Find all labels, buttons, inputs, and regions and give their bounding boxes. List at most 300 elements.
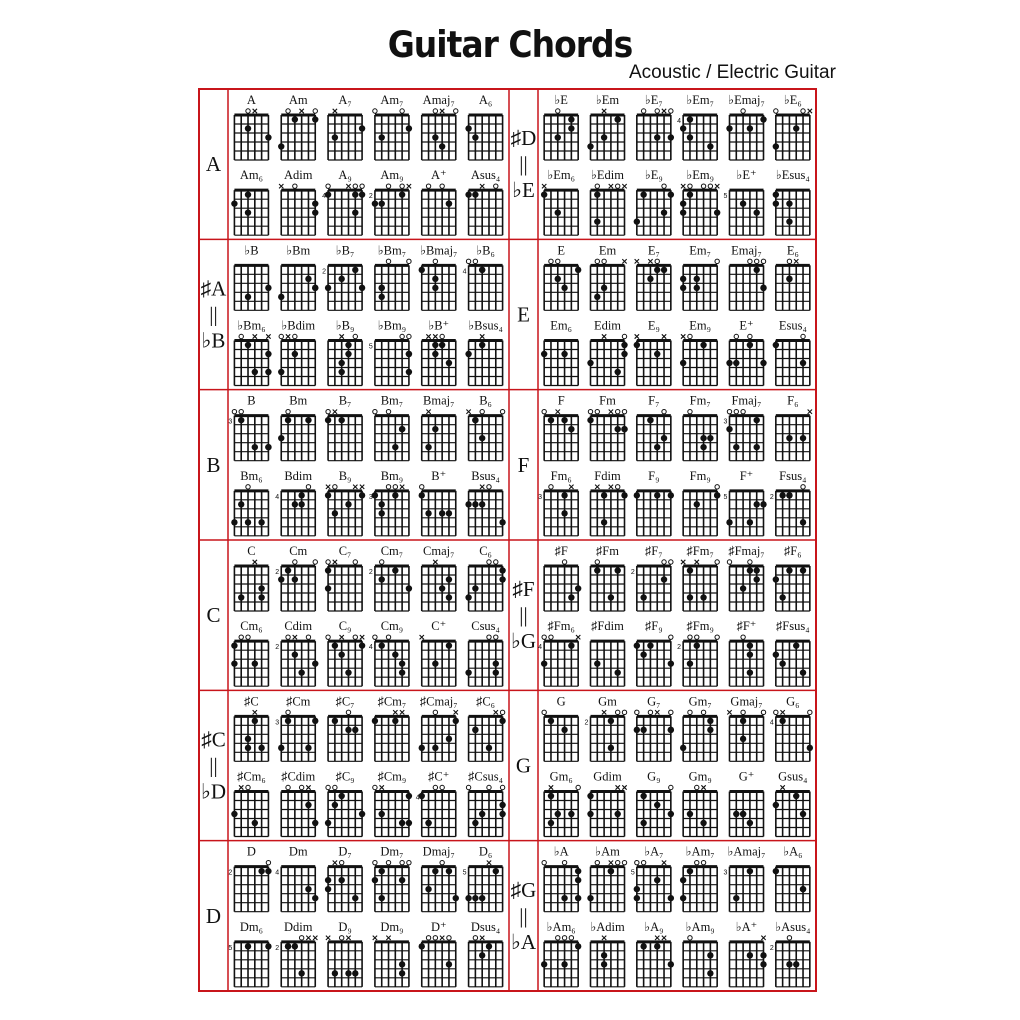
chord-name: ♭Em₇ [686, 93, 714, 107]
finger-dot [647, 642, 653, 648]
finger-dot [726, 519, 732, 525]
muted-string-marker [681, 334, 685, 338]
chord-name: Adim [284, 168, 313, 183]
fret-number: 2 [228, 869, 233, 877]
chord-name: F [557, 393, 565, 408]
muted-string-marker [326, 936, 330, 940]
finger-dot [292, 943, 298, 949]
finger-dot [800, 435, 806, 441]
finger-dot [654, 492, 660, 498]
chord-name: ♯Fm [596, 544, 619, 558]
finger-dot [793, 642, 799, 648]
finger-dot [499, 576, 505, 582]
muted-string-marker [386, 936, 390, 940]
finger-dot [640, 651, 646, 657]
finger-dot [265, 868, 271, 874]
open-string-marker [386, 259, 390, 263]
finger-dot [245, 736, 251, 742]
open-string-marker [400, 184, 404, 188]
finger-dot [608, 868, 614, 874]
open-string-marker [616, 485, 620, 489]
finger-dot [238, 501, 244, 507]
muted-string-marker [681, 560, 685, 564]
chord-name: ♯Fdim [591, 619, 624, 634]
section-label: ♭D [200, 779, 227, 804]
finger-dot [773, 802, 779, 808]
open-string-marker [473, 259, 477, 263]
open-string-marker [306, 635, 310, 639]
fret-number: 2 [275, 944, 280, 952]
finger-dot [760, 360, 766, 366]
fret-number: 3 [368, 493, 373, 501]
chord-name: ♯Fsus₄ [776, 619, 810, 634]
open-string-marker [562, 936, 566, 940]
finger-dot [594, 567, 600, 573]
finger-dot [258, 745, 264, 751]
finger-dot [640, 594, 646, 600]
open-string-marker [360, 184, 364, 188]
fret-number: 5 [368, 343, 373, 351]
muted-string-marker [306, 936, 310, 940]
open-string-marker [715, 259, 719, 263]
chord-name: ♭Em [595, 93, 620, 107]
finger-dot [555, 209, 561, 215]
finger-dot [285, 417, 291, 423]
finger-dot [760, 285, 766, 291]
open-string-marker [279, 334, 283, 338]
open-string-marker [549, 485, 553, 489]
open-string-marker [688, 334, 692, 338]
finger-dot [747, 669, 753, 675]
chord-name: ♯Csus₄ [468, 769, 504, 784]
finger-dot [754, 417, 760, 423]
finger-dot [587, 360, 593, 366]
finger-dot [472, 417, 478, 423]
muted-string-marker [293, 635, 297, 639]
open-string-marker [595, 259, 599, 263]
finger-dot [740, 585, 746, 591]
chord-name: ♭Esus₄ [775, 168, 810, 183]
section-label: A [205, 152, 222, 177]
muted-string-marker [602, 334, 606, 338]
fret-number: 3 [723, 869, 728, 877]
finger-dot [786, 961, 792, 967]
chord-name: D₇ [338, 844, 352, 859]
finger-dot [265, 134, 271, 140]
open-string-marker [588, 409, 592, 413]
muted-string-marker [346, 936, 350, 940]
muted-string-marker [339, 334, 343, 338]
chord-name: ♯F₉ [645, 619, 663, 634]
finger-dot [379, 501, 385, 507]
muted-string-marker [333, 860, 337, 864]
open-string-marker [420, 485, 424, 489]
open-string-marker [299, 936, 303, 940]
finger-dot [760, 952, 766, 958]
finger-dot [687, 660, 693, 666]
chord-name: ♯Cm₇ [377, 694, 407, 709]
open-string-marker [549, 635, 553, 639]
fret-number: 4 [677, 118, 682, 125]
finger-dot [640, 191, 646, 197]
open-string-marker [433, 109, 437, 113]
finger-dot [338, 276, 344, 282]
finger-dot [465, 594, 471, 600]
finger-dot [245, 125, 251, 131]
finger-dot [325, 886, 331, 892]
chord-name: Gm₉ [688, 769, 712, 784]
finger-dot [419, 267, 425, 273]
muted-string-marker [353, 485, 357, 489]
open-string-marker [447, 936, 451, 940]
finger-dot [245, 209, 251, 215]
open-string-marker [440, 334, 444, 338]
muted-string-marker [662, 860, 666, 864]
finger-dot [740, 811, 746, 817]
finger-dot [687, 811, 693, 817]
finger-dot [773, 576, 779, 582]
chord-name: Bm [289, 393, 308, 408]
muted-string-marker [266, 334, 270, 338]
finger-dot [486, 745, 492, 751]
open-string-marker [400, 860, 404, 864]
muted-string-marker [253, 334, 257, 338]
finger-dot [278, 294, 284, 300]
finger-dot [332, 642, 338, 648]
finger-dot [499, 802, 505, 808]
chord-name: ♯Cm [286, 694, 311, 709]
muted-string-marker [622, 184, 626, 188]
finger-dot [285, 567, 291, 573]
open-string-marker [741, 409, 745, 413]
open-string-marker [353, 334, 357, 338]
finger-dot [332, 510, 338, 516]
finger-dot [615, 116, 621, 122]
chord-name: ♯F [554, 544, 568, 558]
finger-dot [707, 727, 713, 733]
muted-string-marker [420, 635, 424, 639]
muted-string-marker [407, 184, 411, 188]
muted-string-marker [480, 936, 484, 940]
finger-dot [446, 360, 452, 366]
open-string-marker [339, 860, 343, 864]
finger-dot [601, 519, 607, 525]
muted-string-marker [426, 334, 430, 338]
finger-dot [793, 961, 799, 967]
section-label: D [205, 903, 222, 928]
muted-string-marker [780, 785, 784, 789]
chord-name: ♭E₇ [644, 93, 663, 107]
finger-dot [786, 200, 792, 206]
muted-string-marker [622, 259, 626, 263]
finger-dot [265, 351, 271, 357]
chord-name: ♭Bm₆ [237, 318, 266, 333]
chord-name: Am₆ [239, 168, 263, 183]
finger-dot [786, 435, 792, 441]
open-string-marker [440, 860, 444, 864]
muted-string-marker [360, 635, 364, 639]
finger-dot [754, 267, 760, 273]
finger-dot [325, 877, 331, 883]
finger-dot [700, 435, 706, 441]
finger-dot [446, 576, 452, 582]
muted-string-marker [549, 785, 553, 789]
finger-dot [379, 895, 385, 901]
open-string-marker [386, 409, 390, 413]
section-label: || [519, 603, 528, 628]
open-string-marker [616, 710, 620, 714]
finger-dot [446, 510, 452, 516]
chord-section [201, 694, 506, 836]
chord-name: Dm₆ [239, 919, 263, 934]
finger-dot [278, 369, 284, 375]
finger-dot [779, 718, 785, 724]
muted-string-marker [333, 409, 337, 413]
open-string-marker [556, 109, 560, 113]
muted-string-marker [239, 785, 243, 789]
open-string-marker [556, 259, 560, 263]
muted-string-marker [454, 710, 458, 714]
open-string-marker [669, 109, 673, 113]
chord-section [201, 243, 503, 385]
open-string-marker [616, 409, 620, 413]
finger-dot [773, 868, 779, 874]
muted-string-marker [279, 184, 283, 188]
open-string-marker [433, 936, 437, 940]
finger-dot [298, 501, 304, 507]
fret-number: 2 [368, 569, 373, 576]
finger-dot [465, 351, 471, 357]
finger-dot [601, 285, 607, 291]
finger-dot [338, 417, 344, 423]
open-string-marker [688, 409, 692, 413]
fret-number: 4 [769, 719, 774, 727]
finger-dot [305, 276, 311, 282]
finger-dot [419, 492, 425, 498]
open-string-marker [373, 635, 377, 639]
open-string-marker [426, 936, 430, 940]
chord-name: Cmaj₇ [423, 544, 455, 558]
chord-name: D⁺ [430, 919, 447, 934]
open-string-marker [741, 710, 745, 714]
open-string-marker [715, 560, 719, 564]
finger-dot [714, 209, 720, 215]
finger-dot [392, 567, 398, 573]
fret-number: 2 [769, 493, 774, 501]
muted-string-marker [635, 259, 639, 263]
open-string-marker [440, 184, 444, 188]
open-string-marker [542, 635, 546, 639]
finger-dot [800, 886, 806, 892]
open-string-marker [494, 560, 498, 564]
finger-dot [760, 501, 766, 507]
finger-dot [747, 952, 753, 958]
finger-dot [258, 519, 264, 525]
finger-dot [472, 727, 478, 733]
chord-name: F⁺ [739, 468, 754, 483]
open-string-marker [353, 184, 357, 188]
finger-dot [779, 660, 785, 666]
muted-string-marker [662, 936, 666, 940]
finger-dot [479, 811, 485, 817]
section-label: || [519, 903, 528, 928]
chord-name: E₆ [786, 243, 799, 258]
finger-dot [754, 576, 760, 582]
finger-dot [325, 285, 331, 291]
finger-dot [654, 877, 660, 883]
open-string-marker [326, 560, 330, 564]
finger-dot [465, 191, 471, 197]
finger-dot [601, 961, 607, 967]
open-string-marker [487, 485, 491, 489]
open-string-marker [616, 184, 620, 188]
chord-name: Fm₆ [550, 468, 572, 483]
muted-string-marker [466, 409, 470, 413]
finger-dot [680, 360, 686, 366]
muted-string-marker [616, 785, 620, 789]
finger-dot [372, 200, 378, 206]
finger-dot [352, 895, 358, 901]
muted-string-marker [542, 184, 546, 188]
finger-dot [754, 501, 760, 507]
finger-dot [568, 116, 574, 122]
chord-name: Gsus₄ [778, 769, 808, 784]
finger-dot [439, 510, 445, 516]
finger-dot [325, 585, 331, 591]
finger-dot [305, 417, 311, 423]
finger-dot [432, 285, 438, 291]
finger-dot [338, 793, 344, 799]
muted-string-marker [655, 936, 659, 940]
finger-dot [332, 134, 338, 140]
finger-dot [432, 426, 438, 432]
finger-dot [465, 125, 471, 131]
finger-dot [687, 134, 693, 140]
finger-dot [575, 895, 581, 901]
finger-dot [661, 576, 667, 582]
chord-name: A₇ [338, 93, 352, 107]
finger-dot [740, 200, 746, 206]
chord-name: G₉ [647, 769, 661, 784]
finger-dot [258, 868, 264, 874]
finger-dot [465, 501, 471, 507]
finger-dot [680, 200, 686, 206]
chord-name: ♭Am₇ [685, 844, 715, 859]
finger-dot [399, 877, 405, 883]
muted-string-marker [701, 785, 705, 789]
chord-name: ♭A⁺ [735, 919, 758, 934]
finger-dot [575, 877, 581, 883]
open-string-marker [787, 259, 791, 263]
finger-dot [345, 727, 351, 733]
chord-name: ♭A₇ [644, 844, 664, 859]
open-string-marker [641, 109, 645, 113]
muted-string-marker [622, 785, 626, 789]
finger-dot [432, 868, 438, 874]
open-string-marker [542, 710, 546, 714]
finger-dot [714, 492, 720, 498]
finger-dot [359, 492, 365, 498]
finger-dot [615, 567, 621, 573]
open-string-marker [380, 560, 384, 564]
finger-dot [305, 745, 311, 751]
finger-dot [245, 745, 251, 751]
open-string-marker [373, 109, 377, 113]
muted-string-marker [715, 184, 719, 188]
chord-name: Dm₉ [380, 919, 404, 934]
finger-dot [608, 594, 614, 600]
open-string-marker [326, 409, 330, 413]
muted-string-marker [576, 635, 580, 639]
muted-string-marker [487, 860, 491, 864]
finger-dot [779, 492, 785, 498]
finger-dot [561, 492, 567, 498]
muted-string-marker [569, 485, 573, 489]
finger-dot [687, 567, 693, 573]
finger-dot [654, 134, 660, 140]
chord-name: ♭Em₉ [686, 168, 714, 183]
chord-name: G [556, 694, 566, 709]
fret-number: 5 [723, 193, 728, 201]
open-string-marker [487, 635, 491, 639]
finger-dot [555, 811, 561, 817]
open-string-marker [734, 409, 738, 413]
finger-dot [379, 811, 385, 817]
muted-string-marker [400, 485, 404, 489]
chord-name: A₆ [478, 93, 493, 107]
muted-string-marker [794, 259, 798, 263]
muted-string-marker [655, 710, 659, 714]
section-label: ♭G [510, 629, 537, 654]
open-string-marker [246, 635, 250, 639]
finger-dot [245, 342, 251, 348]
finger-dot [238, 417, 244, 423]
chord-section [511, 544, 810, 686]
finger-dot [379, 294, 385, 300]
finger-dot [760, 116, 766, 122]
finger-dot [575, 868, 581, 874]
open-string-marker [715, 635, 719, 639]
muted-string-marker [426, 409, 430, 413]
chord-name: ♯C [244, 694, 259, 709]
chord-section [206, 394, 505, 536]
open-string-marker [487, 560, 491, 564]
finger-dot [493, 660, 499, 666]
open-string-marker [655, 109, 659, 113]
muted-string-marker [433, 334, 437, 338]
finger-dot [292, 351, 298, 357]
chord-name: E₉ [647, 318, 660, 333]
finger-dot [700, 444, 706, 450]
finger-dot [568, 594, 574, 600]
section-label: ♯A [200, 276, 227, 301]
finger-dot [338, 651, 344, 657]
chord-name: Emaj₇ [731, 243, 762, 258]
open-string-marker [595, 184, 599, 188]
section-label: G [515, 753, 532, 778]
finger-dot [399, 191, 405, 197]
finger-dot [680, 745, 686, 751]
finger-dot [258, 585, 264, 591]
chord-name: A₉ [338, 168, 352, 183]
muted-string-marker [480, 334, 484, 338]
finger-dot [499, 718, 505, 724]
open-string-marker [635, 860, 639, 864]
finger-dot [278, 143, 284, 149]
finger-dot [668, 895, 674, 901]
open-string-marker [801, 109, 805, 113]
open-string-marker [433, 259, 437, 263]
